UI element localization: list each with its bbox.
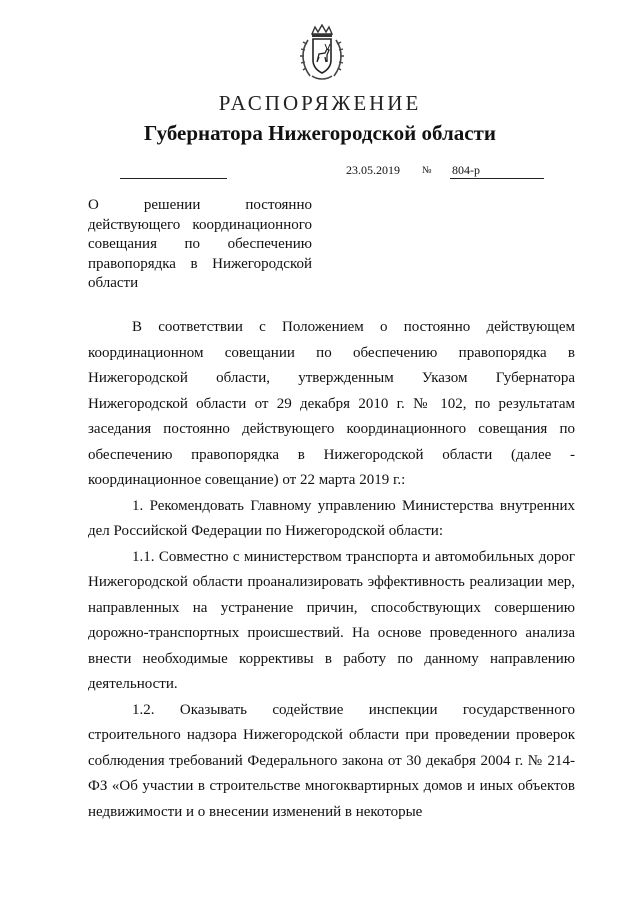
body-paragraph: В соответствии с Положением о постоянно действующем координационном совещании по обеспечению правопорядка в Нижегородской области, утвержденным Указом Губернатора Нижегородской области от 29 декабря 2010 г. № 102, по результатам заседания постоянно действующего координационного совещания по обеспечению правопорядка в Нижегородской области (далее - координационное совещание) от 22 марта 2019 г.: [88,319,575,488]
document-body [88,315,575,825]
document-date: 23.05.2019 [346,163,400,177]
document-subject: О решении постоянно действующего координационного совещания по обеспечению правопорядка в Нижегородской области [88,197,312,291]
document-number: 804-р [452,163,480,177]
coat-of-arms-emblem [298,24,346,82]
document-type-heading: РАСПОРЯЖЕНИЕ [218,91,422,115]
document-issuer-heading: Губернатора Нижегородской области [144,121,496,145]
body-paragraph: 1.2. Оказывать содействие инспекции государственного строительного надзора Нижегородской области при проведении проверок соблюдения требований Федерального закона от 30 декабря 2004 г. № 214-ФЗ «Об участии в строительстве многоквартирных домов и иных объектов недвижимости и о внесении изменений в некоторые [88,701,575,820]
number-sign: № [422,165,432,176]
date-underline [120,178,227,179]
number-underline [450,178,544,179]
body-paragraph: 1.1. Совместно с министерством транспорта и автомобильных дорог Нижегородской области проанализировать эффективность реализации мер, направленных на устранение причин, способствующих совершению дорожно-транспортных происшествий. На основе проведенного анализа внести необходимые коррективы в работу по данному направлению деятельности. [88,548,575,692]
body-paragraph: 1. Рекомендовать Главному управлению Министерства внутренних дел Российской Федерации по Нижегородской области: [88,497,575,539]
